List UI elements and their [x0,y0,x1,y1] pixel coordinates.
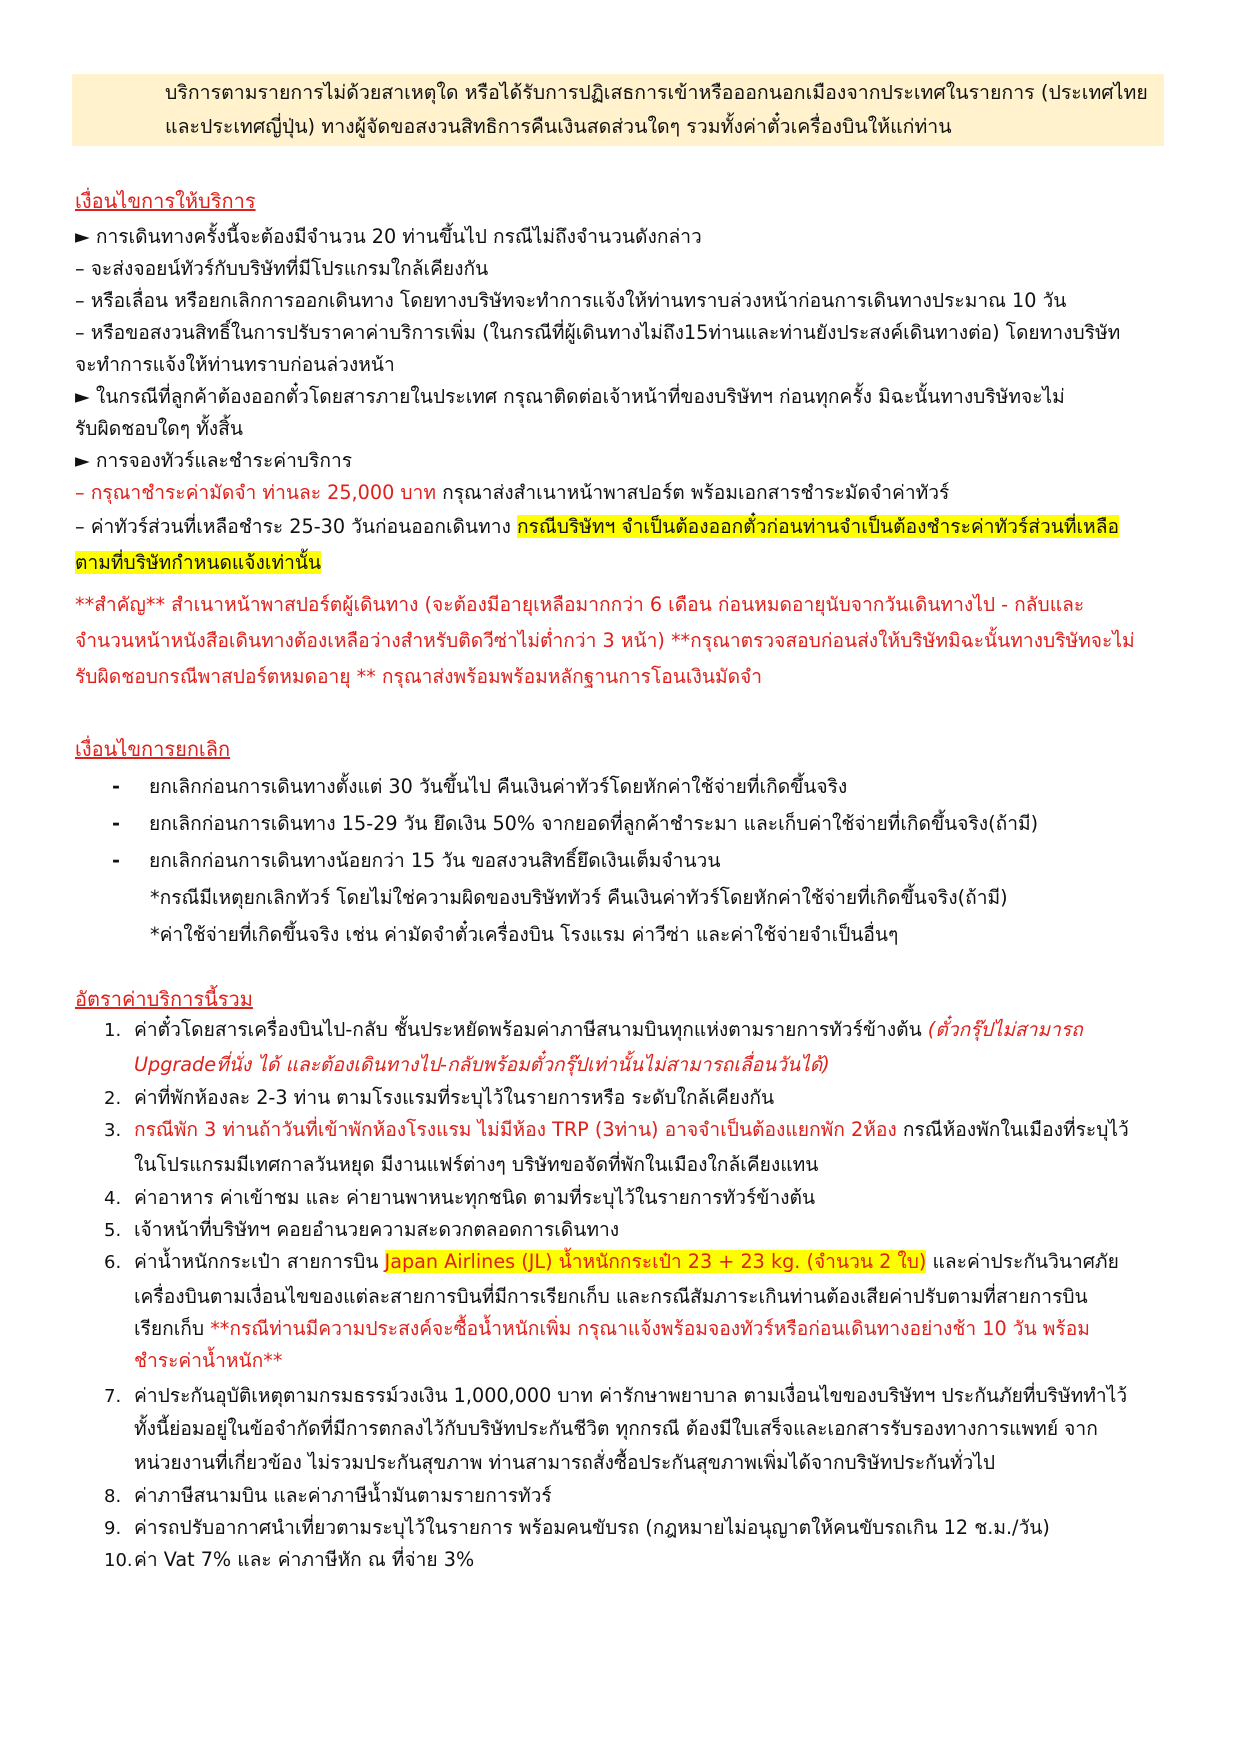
rate-item-2 [104,1082,774,1115]
cancellation-notice-box [72,74,1164,146]
rate-item-6-cont [134,1314,1090,1344]
balance-line-2 [75,548,321,578]
rate-text: ค่าน้ำหนักกระเป๋า สายการบิน [134,1250,385,1273]
item-number: 2. [104,1088,122,1109]
item-number: 7. [104,1386,122,1407]
notice-line: บริการตามรายการไม่ด้วยสาเหตุใด หรือได้รับการปฏิเสธการเข้าหรือออกนอกเมืองจากประเทศในรายการ (ประเทศไทย [165,81,1148,104]
rate-text: ค่าประกันอุบัติเหตุตามกรมธรรม์วงเงิน 1,000,000 บาท ค่ารักษาพยาบาล ตามเงื่อนไขของบริษัทฯ ประกันภัยที่บริษัททำไว้ [134,1384,1128,1407]
balance-line [75,512,1119,542]
baggage-highlight: Japan Airlines (JL) น้ำหนักกระเป๋า 23 + 23 kg. (จำนวน 2 ใบ) [384,1250,927,1273]
balance-text: – ค่าทัวร์ส่วนที่เหลือชำระ 25-30 วันก่อนออกเดินทาง [75,515,517,538]
cancellation-note: *กรณีมีเหตุยกเลิกทัวร์ โดยไม่ใช่ความผิดของบริษัททัวร์ คืนเงินค่าทัวร์โดยหักค่าใช้จ่ายที่เกิดขึ้นจริง(ถ้ามี) [150,886,1008,909]
item-number: 3. [104,1120,122,1141]
rate-text: ค่าอาหาร ค่าเข้าชม และ ค่ายานพาหนะทุกชนิด ตามที่ระบุไว้ในรายการทัวร์ข้างต้น [134,1186,816,1209]
cancellation-item [112,809,1038,839]
condition-line: ► การจองทัวร์และชำระค่าบริการ [75,449,353,472]
dash-bullet: - [112,812,120,835]
important-line: รับผิดชอบกรณีพาสปอร์ตหมดอายุ ** กรุณาส่งพร้อมพร้อมหลักฐานการโอนเงินมัดจำ [75,665,763,688]
rate-text: ค่าที่พักห้องละ 2-3 ท่าน ตามโรงแรมที่ระบุไว้ในรายการหรือ ระดับใกล้เคียงกัน [134,1086,775,1109]
rate-text: กรณีห้องพักในเมืองที่ระบุไว้ [896,1118,1129,1141]
rate-item-9 [104,1512,1050,1545]
rate-item-3-cont: ในโปรแกรมมีเทศกาลวันหยุด มีงานแฟร์ต่างๆ บริษัทขอจัดที่พักในเมืองใกล้เคียงแทน [134,1153,819,1176]
cancellation-item-text: ยกเลิกก่อนการเดินทาง 15-29 วัน ยึดเงิน 50% จากยอดที่ลูกค้าชำระมา และเก็บค่าใช้จ่ายที่เกิดขึ้นจริง(ถ้ามี) [149,812,1039,835]
balance-highlight: ตามที่บริษัทกำหนดแจ้งเท่านั้น [75,551,322,574]
important-line: จำนวนหน้าหนังสือเดินทางต้องเหลือว่างสำหรับติดวีซ่าไม่ต่ำกว่า 3 หน้า) **กรุณาตรวจสอบก่อนส่งให้บริษัทมิฉะนั้นทางบริษัทจะไม่ [75,629,1135,652]
important-line: **สำคัญ** สำเนาหน้าพาสปอร์ตผู้เดินทาง (จะต้องมีอายุเหลือมากกว่า 6 เดือน ก่อนหมดอายุนับจากวันเดินทางไป - กลับและ [75,593,1085,616]
item-number: 6. [104,1252,122,1273]
rate-text: เรียกเก็บ [134,1317,211,1340]
item-number: 8. [104,1486,122,1507]
dash-bullet: - [112,775,120,798]
rate-item-6-cont: ชำระค่าน้ำหนัก** [134,1349,283,1372]
rate-text: ค่า Vat 7% และ ค่าภาษีหัก ณ ที่จ่าย 3% [134,1548,475,1571]
balance-highlight: กรณีบริษัทฯ จำเป็นต้องออกตั๋วก่อนท่านจำเป็นต้องชำระค่าทัวร์ส่วนที่เหลือ [516,515,1119,538]
rate-item-6 [104,1246,1119,1279]
item-number: 9. [104,1518,122,1539]
rates-heading: อัตราค่าบริการนี้รวม [75,987,253,1011]
rate-red: (ตั๋วกรุ๊ปไม่สามารถ [927,1018,1083,1041]
rate-text: ค่าตั๋วโดยสารเครื่องบินไป-กลับ ชั้นประหยัดพร้อมค่าภาษีสนามบินทุกแห่งตามรายการทัวร์ข้างต้น [134,1018,928,1041]
rate-text: ค่าภาษีสนามบิน และค่าภาษีน้ำมันตามรายการทัวร์ [134,1484,552,1507]
condition-line: จะทำการแจ้งให้ท่านทราบก่อนล่วงหน้า [75,353,395,376]
deposit-rest: กรุณาส่งสำเนาหน้าพาสปอร์ต พร้อมเอกสารชำระมัดจำค่าทัวร์ [435,481,950,504]
cancellation-item-text: ยกเลิกก่อนการเดินทางตั้งแต่ 30 วันขึ้นไป คืนเงินค่าทัวร์โดยหักค่าใช้จ่ายที่เกิดขึ้นจริง [149,775,848,798]
dash-bullet: - [112,849,120,872]
cancellation-heading: เงื่อนไขการยกเลิก [75,737,231,761]
rate-item-7-cont: ทั้งนี้ย่อมอยู่ในข้อจำกัดที่มีการตกลงไว้กับบริษัทประกันชีวิต ทุกกรณี ต้องมีใบเสร็จและเอกสารรับรองทางการแพทย์ จาก [134,1417,1098,1440]
rate-red: กรณีพัก 3 ท่านถ้าวันที่เข้าพักห้องโรงแรม ไม่มีห้อง TRP (3ท่าน) อาจจำเป็นต้องแยกพัก 2ห้อง [134,1118,897,1141]
conditions-heading: เงื่อนไขการให้บริการ [75,189,256,213]
item-number: 4. [104,1188,122,1209]
rate-item-8 [104,1480,552,1513]
rate-item-10 [104,1544,474,1577]
rate-item-6-cont: เครื่องบินตามเงื่อนไขของแต่ละสายการบินที่มีการเรียกเก็บ และกรณีสัมภาระเกินท่านต้องเสียค่าปรับตามที่สายการบิน [134,1285,1088,1308]
rate-text: และค่าประกันวินาศภัย [926,1250,1119,1273]
rate-item-7-cont: หน่วยงานที่เกี่ยวข้อง ไม่รวมประกันสุขภาพ ท่านสามารถสั่งซื้อประกันสุขภาพเพิ่มได้จากบริษัทประกันทั่วไป [134,1451,996,1474]
rate-item-5 [104,1214,619,1247]
condition-line: – หรือขอสงวนสิทธิ์ในการปรับราคาค่าบริการเพิ่ม (ในกรณีที่ผู้เดินทางไม่ถึง15ท่านและท่านยังประสงค์เดินทางต่อ) โดยทางบริษัท [75,321,1121,344]
rate-item-4 [104,1182,815,1215]
cancellation-note: *ค่าใช้จ่ายที่เกิดขึ้นจริง เช่น ค่ามัดจำตั๋วเครื่องบิน โรงแรม ค่าวีซ่า และค่าใช้จ่ายจำเป็นอื่นๆ [150,923,899,946]
deposit-line [75,478,949,508]
rate-item-1-cont: Upgradeที่นั่ง ได้ และต้องเดินทางไป-กลับพร้อมตั๋วกรุ๊ปเท่านั้นไม่สามารถเลื่อนวันได้) [134,1053,830,1076]
cancellation-item [112,772,847,802]
rate-item-7 [104,1380,1127,1413]
notice-line: และประเทศญี่ปุ่น) ทางผู้จัดขอสงวนสิทธิการคืนเงินสดส่วนใดๆ รวมทั้งค่าตั๋วเครื่องบินให้แก่ท่าน [165,115,952,138]
condition-line: ► การเดินทางครั้งนี้จะต้องมีจำนวน 20 ท่านขึ้นไป กรณีไม่ถึงจำนวนดังกล่าว [75,225,702,248]
rate-item-3 [104,1114,1129,1147]
item-number: 1. [104,1020,122,1041]
cancellation-item [112,846,720,876]
rate-red: **กรณีท่านมีความประสงค์จะซื้อน้ำหนักเพิ่ม กรุณาแจ้งพร้อมจองทัวร์หรือก่อนเดินทางอย่างช้า 10 วัน พร้อม [210,1317,1090,1340]
rate-text: เจ้าหน้าที่บริษัทฯ คอยอำนวยความสะดวกตลอดการเดินทาง [134,1218,620,1241]
rate-item-1 [104,1014,1083,1047]
condition-line: – หรือเลื่อน หรือยกเลิกการออกเดินทาง โดยทางบริษัทจะทำการแจ้งให้ท่านทราบล่วงหน้าก่อนการเดินทางประมาณ 10 วัน [75,289,1067,312]
item-number: 5. [104,1220,122,1241]
condition-line: รับผิดชอบใดๆ ทั้งสิ้น [75,417,243,440]
deposit-red: – กรุณาชำระค่ามัดจำ ท่านละ 25,000 บาท [75,481,436,504]
rate-text: ค่ารถปรับอากาศนำเที่ยวตามระบุไว้ในรายการ พร้อมคนขับรถ (กฎหมายไม่อนุญาตให้คนขับรถเกิน 12 ช.ม./วัน) [134,1516,1050,1539]
condition-line: – จะส่งจอยน์ทัวร์กับบริษัทที่มีโปรแกรมใกล้เคียงกัน [75,257,489,280]
cancellation-item-text: ยกเลิกก่อนการเดินทางน้อยกว่า 15 วัน ขอสงวนสิทธิ์ยึดเงินเต็มจำนวน [149,849,721,872]
condition-line: ► ในกรณีที่ลูกค้าต้องออกตั๋วโดยสารภายในประเทศ กรุณาติดต่อเจ้าหน้าที่ของบริษัทฯ ก่อนทุกครั้ง มิฉะนั้นทางบริษัทจะไม่ [75,385,1065,408]
item-number: 10. [104,1550,133,1571]
